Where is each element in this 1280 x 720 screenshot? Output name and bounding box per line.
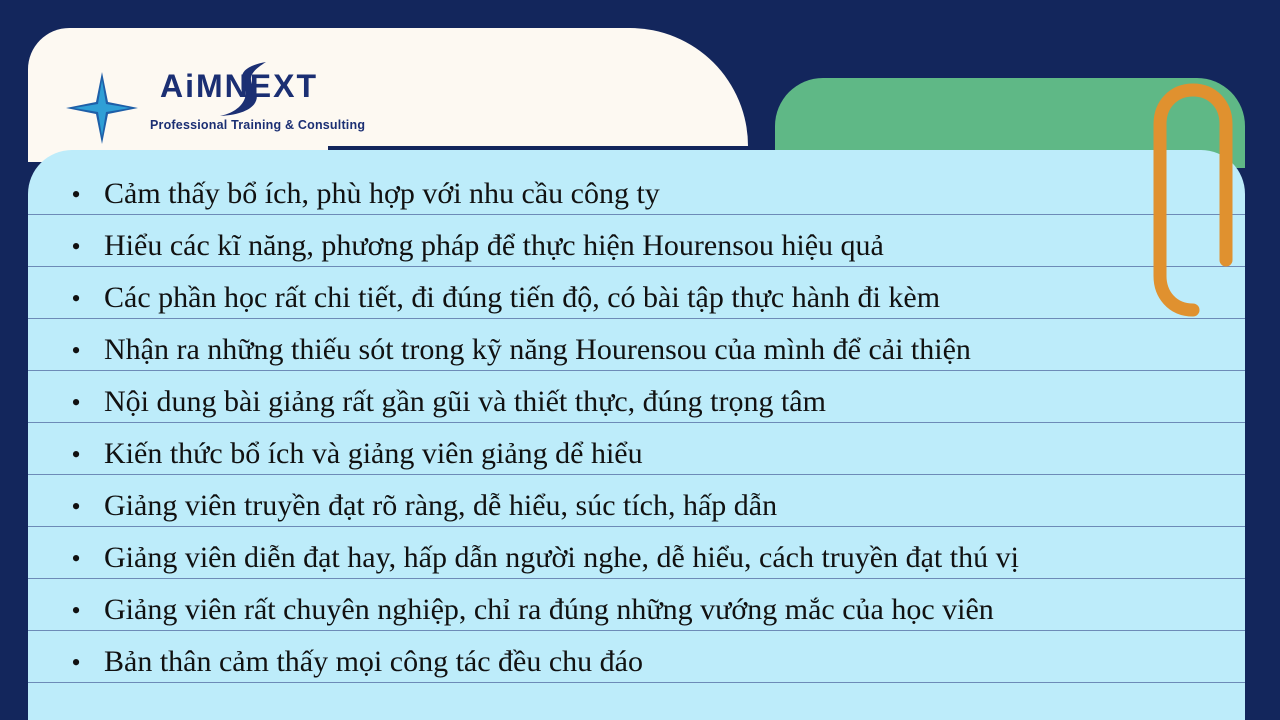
list-item xyxy=(48,324,1238,376)
list-item xyxy=(48,168,1238,220)
list-item-text: Các phần học rất chi tiết, đi đúng tiến độ, có bài tập thực hành đi kèm xyxy=(104,281,941,314)
bullet-icon: • xyxy=(71,544,81,573)
feedback-list xyxy=(48,168,1238,688)
list-item-text: Kiến thức bổ ích và giảng viên giảng dể hiểu xyxy=(104,437,643,470)
bullet-icon: • xyxy=(71,336,81,365)
bullet-icon: • xyxy=(71,596,81,625)
list-item-text: Cảm thấy bổ ích, phù hợp với nhu cầu công ty xyxy=(104,177,660,210)
bullet-icon: • xyxy=(71,388,81,417)
list-item xyxy=(48,428,1238,480)
list-item-text: Nhận ra những thiếu sót trong kỹ năng Hourensou của mình để cải thiện xyxy=(104,333,971,366)
bullet-icon: • xyxy=(71,180,81,209)
list-item xyxy=(48,272,1238,324)
list-item-text: Giảng viên rất chuyên nghiệp, chỉ ra đúng những vướng mắc của học viên xyxy=(104,593,994,626)
bullet-icon: • xyxy=(71,648,81,677)
logo xyxy=(62,56,382,148)
paperclip-icon xyxy=(1148,80,1238,320)
bullet-icon: • xyxy=(71,284,81,313)
list-item xyxy=(48,220,1238,272)
list-item-text: Nội dung bài giảng rất gần gũi và thiết thực, đúng trọng tâm xyxy=(104,385,826,418)
bullet-icon: • xyxy=(71,232,81,261)
four-point-star-icon xyxy=(66,72,138,144)
list-item-text: Giảng viên truyền đạt rõ ràng, dễ hiểu, súc tích, hấp dẫn xyxy=(104,489,778,522)
list-item xyxy=(48,584,1238,636)
list-item xyxy=(48,480,1238,532)
bullet-icon: • xyxy=(71,440,81,469)
list-item xyxy=(48,636,1238,688)
logo-tagline: Professional Training & Consulting xyxy=(150,118,366,132)
list-item-text: Giảng viên diễn đạt hay, hấp dẫn người nghe, dễ hiểu, cách truyền đạt thú vị xyxy=(104,541,1019,574)
bullet-icon: • xyxy=(71,492,81,521)
list-item xyxy=(48,376,1238,428)
logo-wordmark: AiMNEXT xyxy=(160,68,318,104)
list-item-text: Bản thân cảm thấy mọi công tác đều chu đáo xyxy=(104,645,643,678)
list-item-text: Hiểu các kĩ năng, phương pháp để thực hiện Hourensou hiệu quả xyxy=(104,229,884,262)
list-item xyxy=(48,532,1238,584)
